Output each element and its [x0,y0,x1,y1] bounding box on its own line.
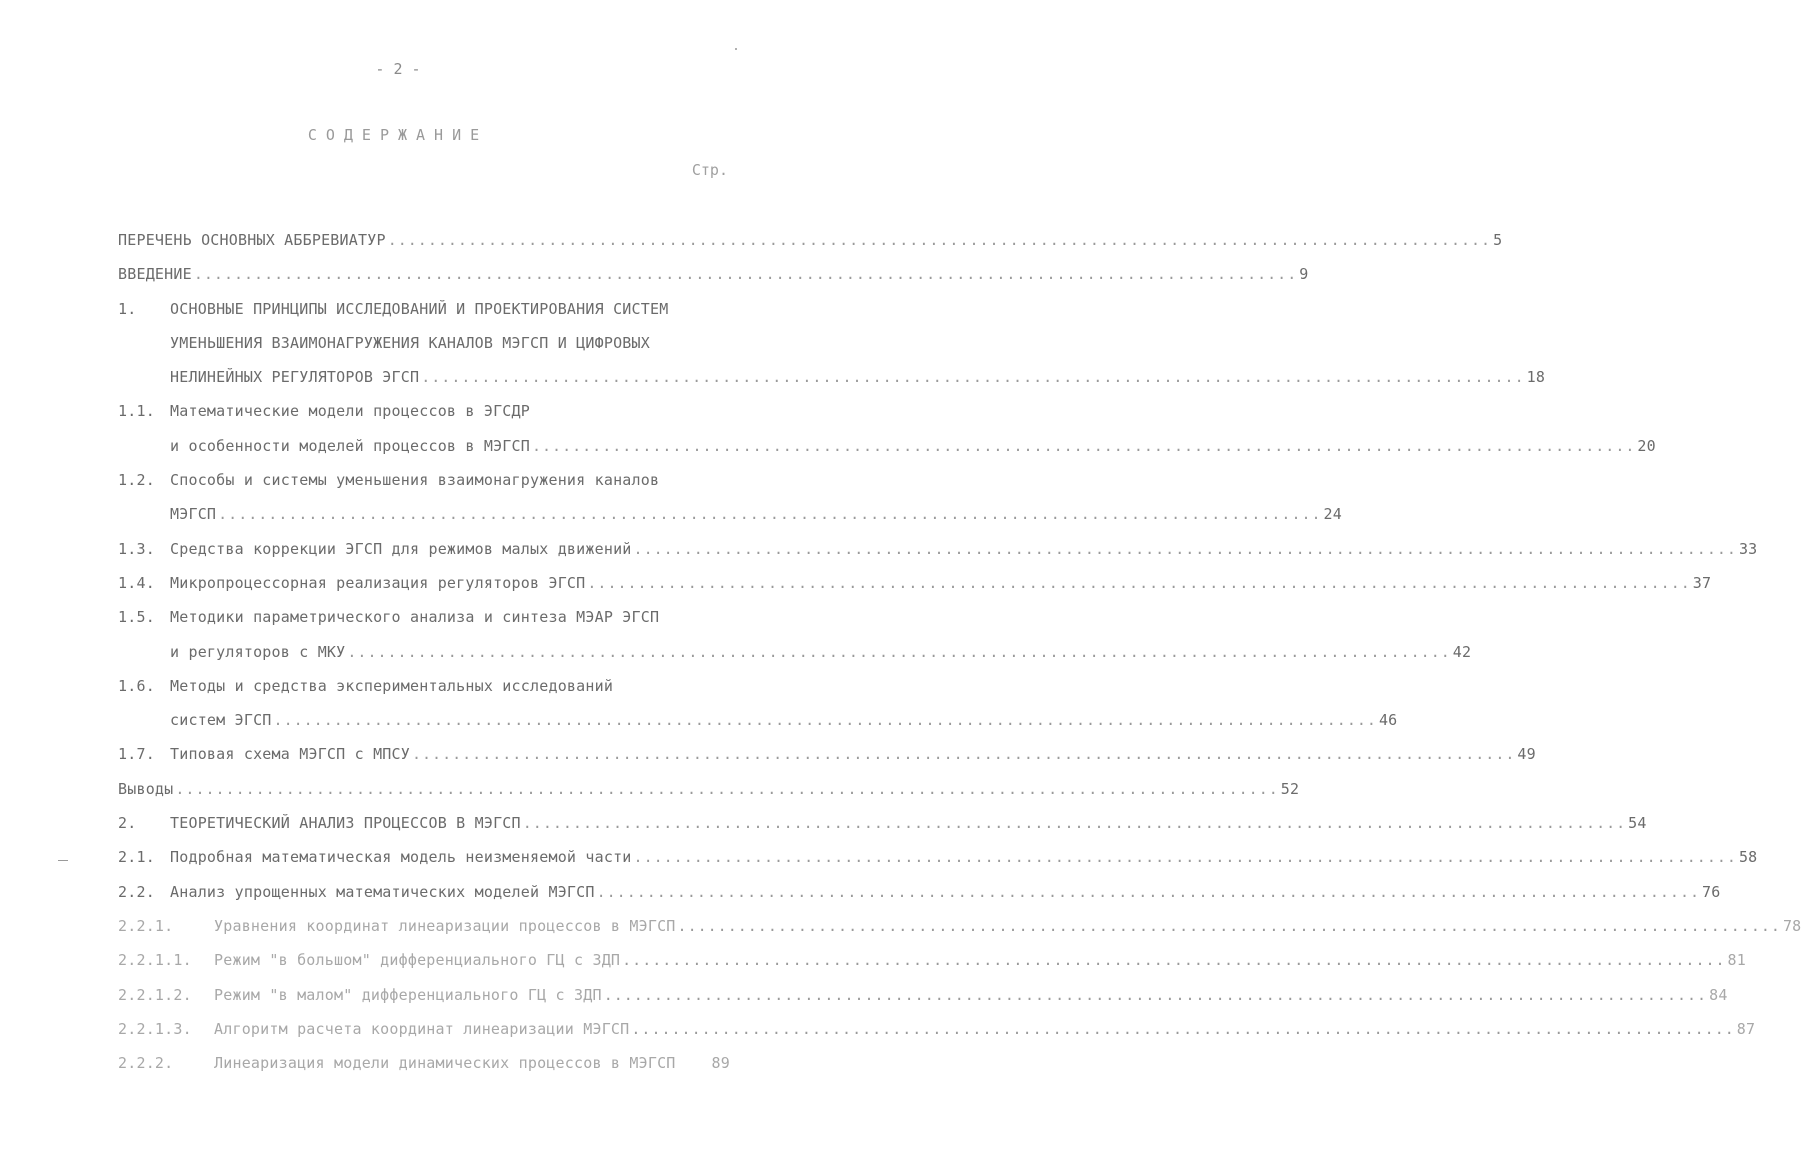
toc-entry-title: МЭГСП [170,505,217,524]
dot-leader [218,497,1321,531]
toc-entry-number: 2.2. [118,882,155,901]
toc-entry-title: систем ЭГСП [170,711,272,730]
toc-entry-number: 2.2.1.3. [118,1019,192,1038]
toc-entry [118,223,1503,257]
toc-entry-page: 81 [1727,951,1747,970]
toc-entry-title: Выводы [118,779,174,798]
toc-entry-number: 1.2. [118,471,155,490]
toc-entry-number: 1.6. [118,676,155,695]
toc-entry [118,566,1712,600]
toc-entry-title: НЕЛИНЕЙНЫХ РЕГУЛЯТОРОВ ЭГСП [170,368,420,387]
toc-entry-number: 2.2.2. [118,1054,174,1073]
toc-entry-page: 18 [1526,368,1546,387]
dot-leader [523,806,1626,840]
toc-entry-title: Подробная математическая модель неизменяемой части [170,848,632,867]
toc-entry-title: Алгоритм расчета координат линеаризации МЭГСП [214,1019,630,1038]
dot-leader [678,909,1781,943]
toc-entry-page: 9 [1299,265,1309,284]
toc-entry [118,532,1758,566]
toc-entry-number: 2.2.1.2. [118,985,192,1004]
toc-entry-title: и регуляторов с МКУ [170,642,346,661]
dot-leader [194,257,1297,291]
toc-entry-number: 2.2.1. [118,916,174,935]
toc-entry [118,978,1728,1012]
toc-entry-number: 1.1. [118,402,155,421]
toc-entry-number: 1. [118,299,137,318]
dot-leader [587,566,1690,600]
toc-entry-title: Режим "в малом" дифференциального ГЦ с ЗДП [214,985,602,1004]
toc-entry-page: 37 [1692,573,1712,592]
toc-entry-title: Математические модели процессов в ЭГСДР [170,402,530,421]
dot-leader [388,223,1491,257]
toc-entry-page: 87 [1736,1019,1756,1038]
toc-entry-page: 33 [1738,539,1758,558]
toc-entry-title: Методики параметрического анализа и синтеза МЭАР ЭГСП [170,608,660,627]
toc-entry [118,497,1343,531]
toc-entry-title: Уравнения координат линеаризации процессов в МЭГСП [214,916,676,935]
toc-entry [118,394,730,428]
toc-entry-title: УМЕНЬШЕНИЯ ВЗАИМОНАГРУЖЕНИЯ КАНАЛОВ МЭГСП И ЦИФРОВЫХ [170,333,650,352]
toc-entry-title: ОСНОВНЫЕ ПРИНЦИПЫ ИССЛЕДОВАНИЙ И ПРОЕКТИРОВАНИЯ СИСТЕМ [170,299,669,318]
dot-leader [597,875,1700,909]
toc-entry-title: Методы и средства экспериментальных исследований [170,676,614,695]
toc-entry-page: 24 [1323,505,1343,524]
toc-entry-title: Способы и системы уменьшения взаимонагружения каналов [170,471,660,490]
toc-entry [118,429,1656,463]
toc-entry [118,806,1647,840]
toc-entry-title: Микропроцессорная реализация регуляторов ЭГСП [170,573,586,592]
toc-entry-page: 58 [1738,848,1758,867]
toc-entry-page: 49 [1517,745,1536,764]
table-of-contents [118,223,1801,1080]
toc-entry-number: 1.7. [118,745,155,764]
toc-entry-page: 42 [1452,642,1472,661]
toc-entry-title: Типовая схема МЭГСП с МПСУ [170,745,410,764]
toc-heading: СОДЕРЖАНИЕ [307,126,489,144]
dot-leader [622,943,1725,977]
toc-entry-number: 1.4. [118,573,155,592]
toc-entry [118,875,1721,909]
toc-entry [118,360,1546,394]
toc-entry [118,737,1536,771]
margin-mark [58,860,68,861]
toc-entry-number: 1.3. [118,539,155,558]
page-column-label: Стр. [691,161,728,179]
toc-entry-page: 54 [1628,814,1647,833]
toc-entry-number: 1.5. [118,608,155,627]
toc-entry-title: Режим "в большом" дифференциального ГЦ с ЗДП [214,951,621,970]
toc-entry [118,943,1747,977]
dot-leader [604,978,1707,1012]
toc-entry [118,463,730,497]
toc-entry-page: 78 [1782,916,1801,935]
page-number: - 2 - [375,60,421,78]
toc-entry-title: ПЕРЕЧЕНЬ ОСНОВНЫХ АББРЕВИАТУР [118,231,386,249]
toc-entry-page: 5 [1493,231,1503,249]
toc-entry-page: 52 [1280,779,1300,798]
dot-leader [532,429,1635,463]
toc-entry [118,669,730,703]
toc-entry-title: Анализ упрощенных математических моделей МЭГСП [170,882,595,901]
toc-entry-title: Средства коррекции ЭГСП для режимов малых движений [170,539,632,558]
toc-entry-number: 2. [118,814,137,833]
toc-entry [118,1046,730,1080]
toc-entry [118,1012,1756,1046]
toc-entry-page: 46 [1378,711,1398,730]
toc-entry [118,772,1300,806]
toc-entry [118,326,730,360]
toc-entry-page: 84 [1709,985,1728,1004]
toc-entry-title: ВВЕДЕНИЕ [118,265,192,284]
toc-entry-title: Линеаризация модели динамических процессов в МЭГСП [214,1054,676,1073]
scan-speck [735,48,737,50]
toc-entry [118,635,1472,669]
toc-entry [118,600,730,634]
toc-entry [118,840,1758,874]
dot-leader [634,840,1737,874]
dot-leader [631,1012,1734,1046]
dot-leader [274,703,1377,737]
toc-entry [118,909,1801,943]
toc-entry [118,292,730,326]
dot-leader [634,532,1737,566]
toc-entry [118,703,1398,737]
toc-entry-page: 89 [711,1054,730,1073]
toc-entry-title: ТЕОРЕТИЧЕСКИЙ АНАЛИЗ ПРОЦЕССОВ В МЭГСП [170,814,521,833]
toc-entry [118,257,1309,291]
toc-entry-page: 20 [1637,436,1656,455]
dot-leader [421,360,1524,394]
dot-leader [175,772,1278,806]
toc-entry-title: и особенности моделей процессов в МЭГСП [170,436,530,455]
toc-entry-number: 2.1. [118,848,155,867]
dot-leader [347,635,1450,669]
dot-leader [412,737,1515,771]
toc-entry-page: 76 [1702,882,1721,901]
toc-entry-number: 2.2.1.1. [118,951,192,970]
